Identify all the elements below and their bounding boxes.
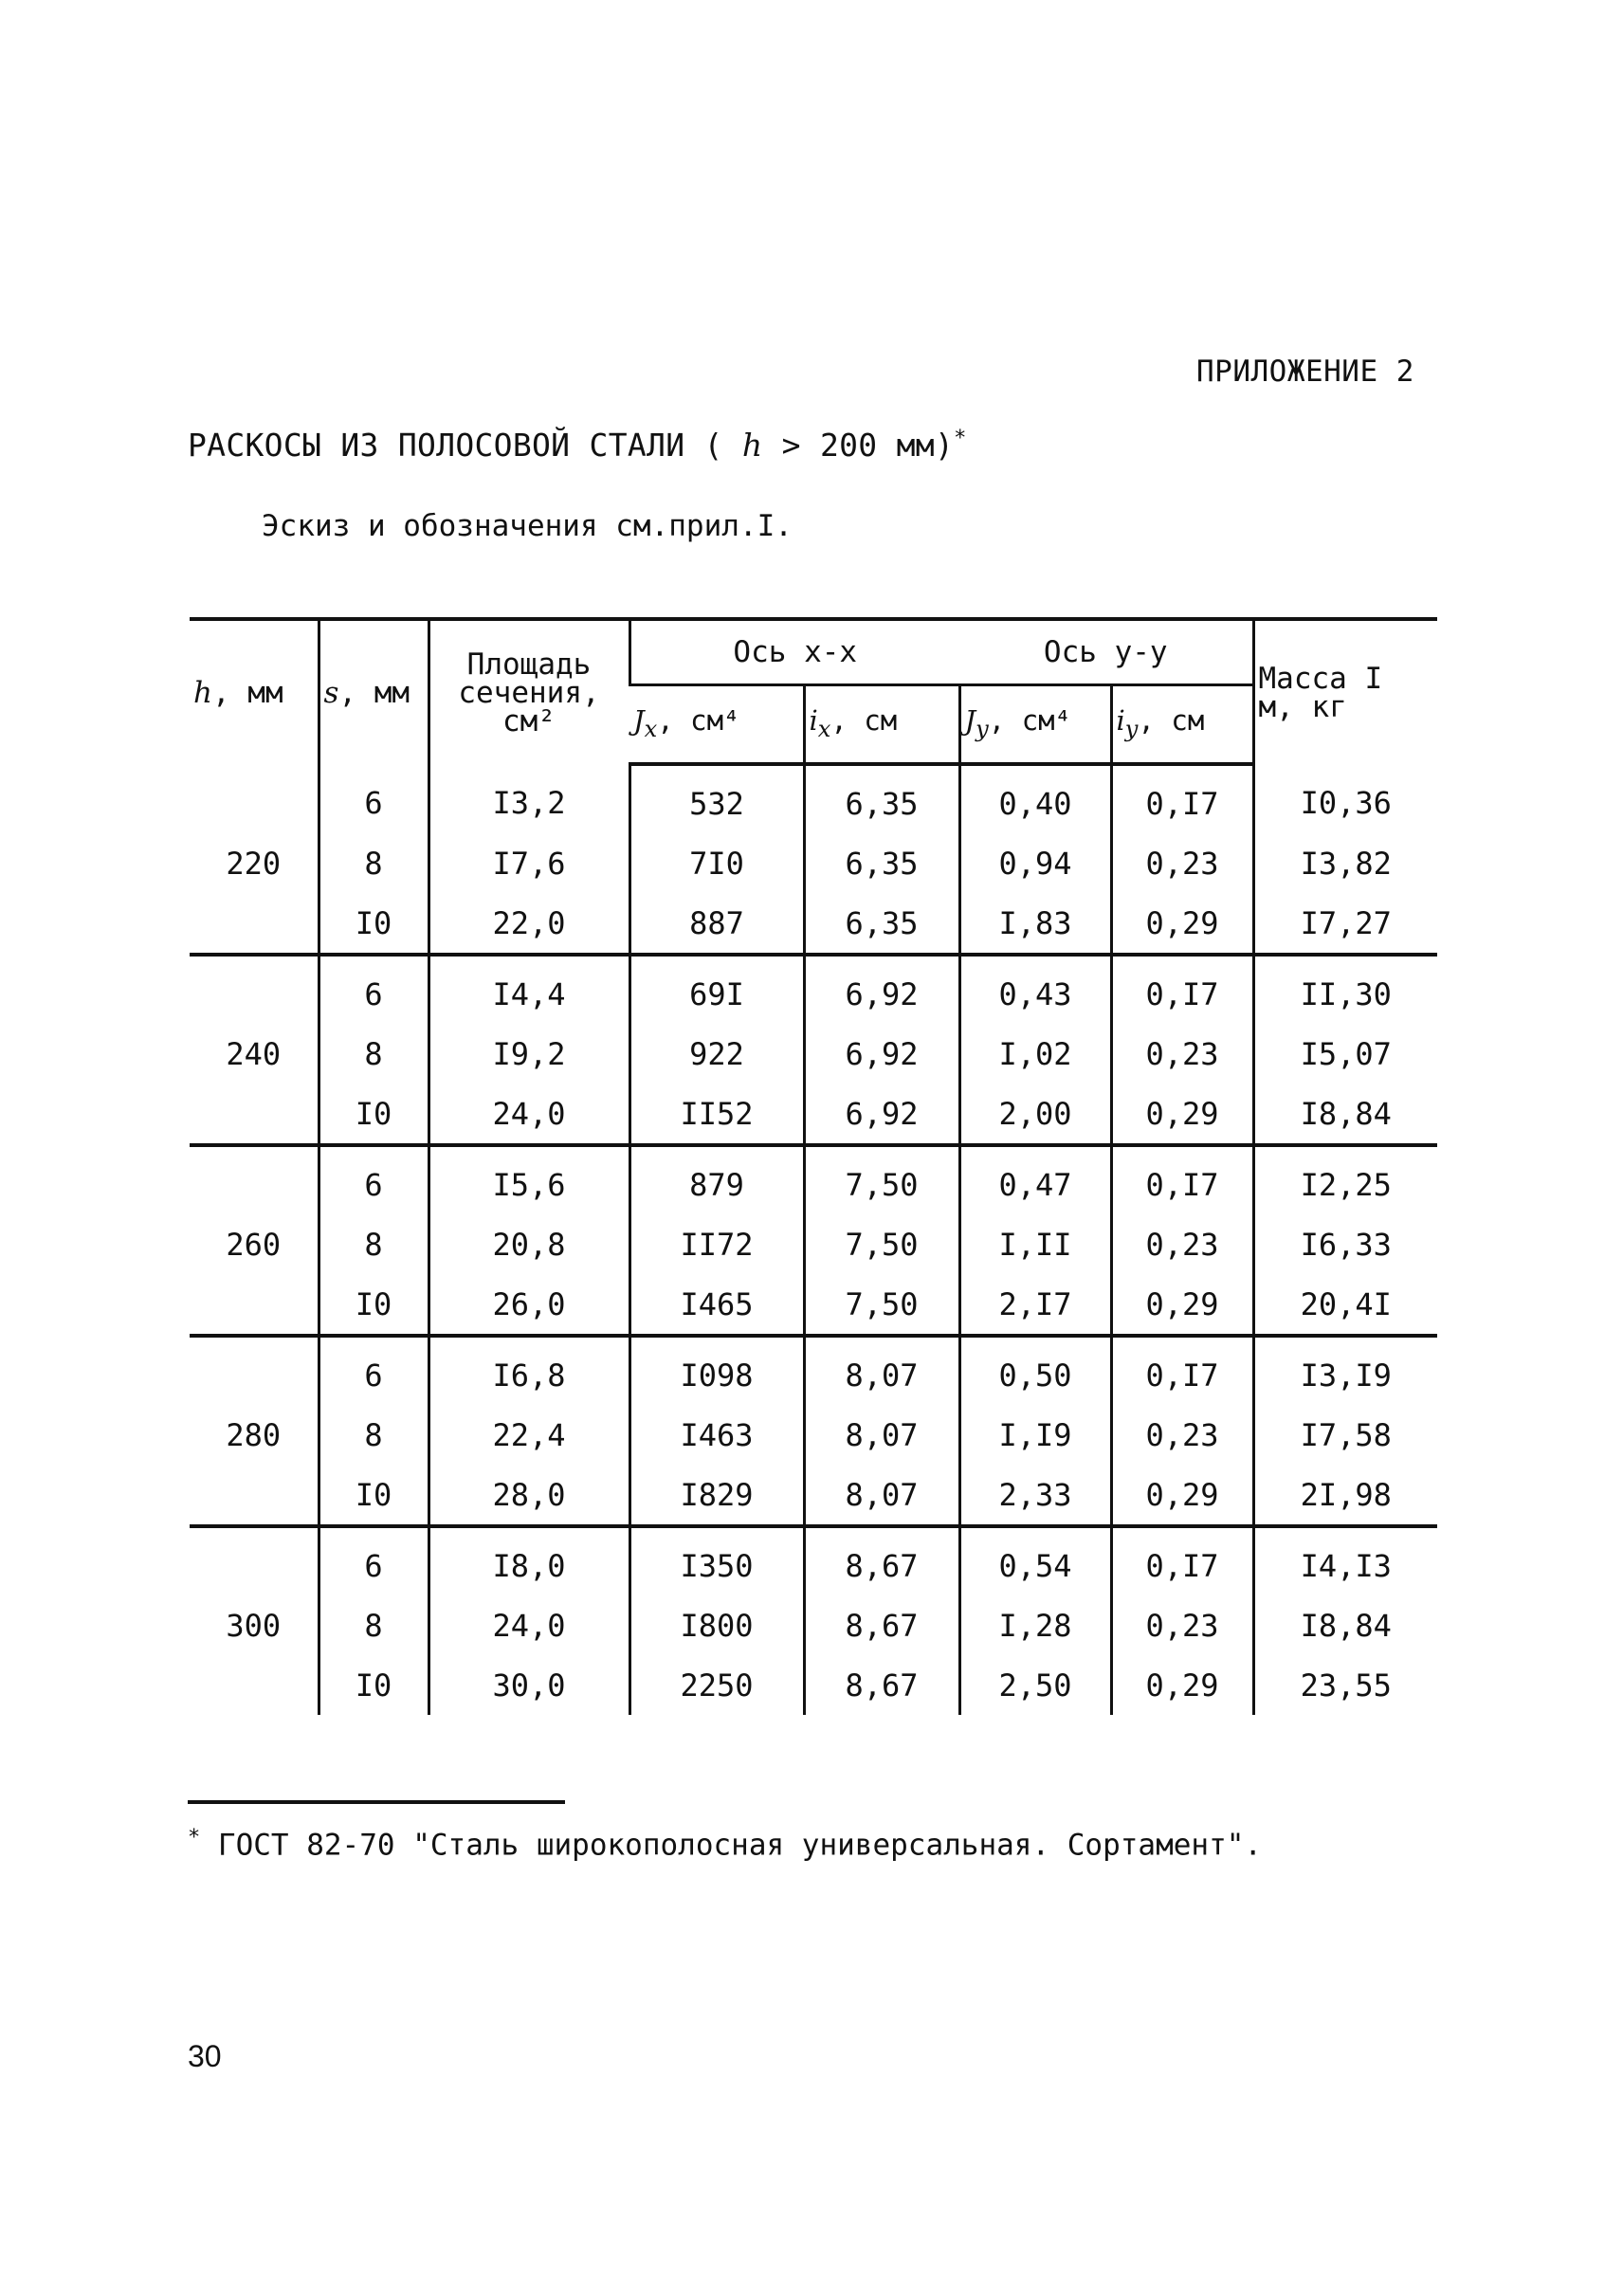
table-row: [190, 893, 1437, 955]
cell-mass: I4,I3: [1253, 1526, 1437, 1595]
cell-area: I5,6: [429, 1145, 629, 1214]
cell-ix: 6,92: [804, 955, 959, 1024]
cell-h: [190, 893, 319, 955]
header-iy-symbol: i: [1116, 703, 1125, 737]
cell-iy: 0,23: [1111, 1214, 1253, 1274]
cell-mass: 23,55: [1253, 1655, 1437, 1715]
cell-jy: 2,00: [959, 1084, 1111, 1145]
cell-s: 6: [319, 1336, 429, 1405]
cell-mass: I8,84: [1253, 1595, 1437, 1655]
cell-h: 260: [226, 1226, 282, 1263]
cell-s: 8: [319, 1214, 429, 1274]
cell-jy: 0,47: [959, 1145, 1111, 1214]
cell-area: I9,2: [429, 1024, 629, 1084]
cell-jy: 0,94: [959, 833, 1111, 893]
cell-s: 6: [319, 1145, 429, 1214]
data-table: [190, 617, 1437, 1715]
cell-area: 24,0: [429, 1084, 629, 1145]
cell-jy: 0,50: [959, 1336, 1111, 1405]
header-jy: [959, 685, 1111, 765]
header-jx-unit: , см⁴: [657, 703, 740, 737]
cell-s: 8: [319, 1405, 429, 1465]
cell-ix: 8,07: [804, 1405, 959, 1465]
cell-jx: I350: [629, 1526, 804, 1595]
cell-mass: I2,25: [1253, 1145, 1437, 1214]
cell-jy: 2,I7: [959, 1274, 1111, 1336]
cell-iy: 0,29: [1111, 893, 1253, 955]
cell-jx: 7I0: [629, 833, 804, 893]
cell-jy: I,02: [959, 1024, 1111, 1084]
header-axis-y: Ось y-y: [959, 619, 1253, 685]
cell-jx: 2250: [629, 1655, 804, 1715]
header-jx-subscript: x: [644, 715, 658, 742]
cell-h: [190, 1336, 319, 1405]
cell-ix: 7,50: [804, 1145, 959, 1214]
cell-iy: 0,I7: [1111, 955, 1253, 1024]
cell-jy: 0,40: [959, 764, 1111, 833]
cell-mass: I3,82: [1253, 833, 1437, 893]
cell-area: 20,8: [429, 1214, 629, 1274]
cell-h: [190, 764, 319, 833]
header-ix-subscript: x: [817, 715, 831, 742]
cell-h: [190, 1655, 319, 1715]
cell-ix: 6,92: [804, 1024, 959, 1084]
cell-iy: 0,I7: [1111, 764, 1253, 833]
cell-jx: 879: [629, 1145, 804, 1214]
cell-ix: 6,92: [804, 1084, 959, 1145]
appendix-label: ПРИЛОЖЕНИЕ 2: [1196, 355, 1414, 389]
cell-area: I4,4: [429, 955, 629, 1024]
title-symbol: h: [741, 427, 763, 464]
cell-s: 6: [319, 955, 429, 1024]
header-h-unit: , мм: [211, 675, 283, 710]
cell-s: 8: [319, 1595, 429, 1655]
cell-h: [190, 955, 319, 1024]
cell-jx: 69I: [629, 955, 804, 1024]
header-jx: [629, 685, 804, 765]
cell-area: I3,2: [429, 764, 629, 833]
header-iy-unit: , см: [1138, 703, 1205, 737]
cell-area: 28,0: [429, 1465, 629, 1526]
cell-jy: 0,54: [959, 1526, 1111, 1595]
cell-area: 30,0: [429, 1655, 629, 1715]
cell-ix: 7,50: [804, 1274, 959, 1336]
cell-jy: 2,33: [959, 1465, 1111, 1526]
cell-area: I7,6: [429, 833, 629, 893]
table-row: [190, 1405, 1437, 1465]
header-h-symbol: h: [193, 675, 212, 710]
footnote-divider: [188, 1800, 565, 1804]
header-ix-unit: , см: [830, 703, 898, 737]
table-row: [190, 1024, 1437, 1084]
cell-s: I0: [319, 893, 429, 955]
cell-area: I8,0: [429, 1526, 629, 1595]
header-axis-x: Ось x-x: [629, 619, 959, 685]
table-row: [190, 1526, 1437, 1595]
document-title: [188, 427, 967, 464]
cell-s: I0: [319, 1274, 429, 1336]
title-text-after: > 200 мм): [762, 427, 955, 464]
cell-iy: 0,I7: [1111, 1526, 1253, 1595]
table-row: [190, 955, 1437, 1024]
cell-mass: 2I,98: [1253, 1465, 1437, 1526]
cell-ix: 8,07: [804, 1336, 959, 1405]
subtitle: Эскиз и обозначения см.прил.I.: [262, 509, 793, 543]
cell-jx: 532: [629, 764, 804, 833]
header-jy-unit: , см⁴: [988, 703, 1072, 737]
cell-mass: I7,27: [1253, 893, 1437, 955]
cell-iy: 0,23: [1111, 1595, 1253, 1655]
table-row: [190, 833, 1437, 893]
cell-jx: 922: [629, 1024, 804, 1084]
title-text-before: РАСКОСЫ ИЗ ПОЛОСОВОЙ СТАЛИ (: [188, 427, 742, 464]
cell-mass: I0,36: [1253, 764, 1437, 833]
cell-jy: 0,43: [959, 955, 1111, 1024]
cell-iy: 0,I7: [1111, 1145, 1253, 1214]
header-h: [190, 619, 319, 764]
cell-jx: I465: [629, 1274, 804, 1336]
cell-h: 300: [226, 1607, 282, 1644]
cell-s: 8: [319, 1024, 429, 1084]
table-row: [190, 1145, 1437, 1214]
cell-ix: 8,67: [804, 1526, 959, 1595]
title-footnote-mark: *: [954, 427, 967, 450]
cell-s: 8: [319, 833, 429, 893]
header-s-unit: , мм: [338, 675, 410, 710]
cell-ix: 7,50: [804, 1214, 959, 1274]
cell-iy: 0,23: [1111, 833, 1253, 893]
cell-h: 280: [226, 1416, 282, 1453]
cell-h: [190, 1084, 319, 1145]
cell-s: I0: [319, 1465, 429, 1526]
cell-jy: I,I9: [959, 1405, 1111, 1465]
cell-iy: 0,23: [1111, 1405, 1253, 1465]
header-area: Площадь сечения, см²: [429, 619, 629, 764]
cell-iy: 0,29: [1111, 1084, 1253, 1145]
header-iy: [1111, 685, 1253, 765]
table-row: [190, 1274, 1437, 1336]
cell-jy: I,28: [959, 1595, 1111, 1655]
cell-area: 24,0: [429, 1595, 629, 1655]
header-s-symbol: s: [323, 675, 339, 710]
table-row: [190, 1465, 1437, 1526]
cell-area: 22,4: [429, 1405, 629, 1465]
header-jx-symbol: J: [633, 703, 645, 737]
cell-s: I0: [319, 1084, 429, 1145]
cell-iy: 0,29: [1111, 1655, 1253, 1715]
cell-s: 6: [319, 1526, 429, 1595]
cell-jy: I,II: [959, 1214, 1111, 1274]
cell-s: I0: [319, 1655, 429, 1715]
header-s: [319, 619, 429, 764]
cell-ix: 8,07: [804, 1465, 959, 1526]
cell-jx: I800: [629, 1595, 804, 1655]
header-ix-symbol: i: [809, 703, 818, 737]
cell-jy: 2,50: [959, 1655, 1111, 1715]
header-jy-subscript: y: [976, 715, 989, 742]
table-row: [190, 1655, 1437, 1715]
cell-area: 26,0: [429, 1274, 629, 1336]
cell-ix: 6,35: [804, 893, 959, 955]
cell-mass: II,30: [1253, 955, 1437, 1024]
footnote-text: ГОСТ 82-70 "Сталь широкополосная универсальная. Сортамент".: [200, 1828, 1263, 1863]
table-row: [190, 1084, 1437, 1145]
footnote-mark: *: [188, 1826, 201, 1850]
cell-ix: 8,67: [804, 1655, 959, 1715]
cell-h: [190, 1145, 319, 1214]
header-mass: Масса I м, кг: [1253, 619, 1437, 764]
cell-mass: 20,4I: [1253, 1274, 1437, 1336]
cell-mass: I8,84: [1253, 1084, 1437, 1145]
cell-h: [190, 1526, 319, 1595]
cell-jx: I463: [629, 1405, 804, 1465]
table-row: [190, 1595, 1437, 1655]
cell-h: [190, 1274, 319, 1336]
cell-jx: I098: [629, 1336, 804, 1405]
table-row: [190, 1336, 1437, 1405]
cell-jy: I,83: [959, 893, 1111, 955]
cell-area: I6,8: [429, 1336, 629, 1405]
cell-iy: 0,29: [1111, 1274, 1253, 1336]
header-jy-symbol: J: [964, 703, 976, 737]
header-iy-subscript: y: [1124, 715, 1139, 742]
cell-ix: 8,67: [804, 1595, 959, 1655]
table-row: [190, 1214, 1437, 1274]
cell-mass: I6,33: [1253, 1214, 1437, 1274]
cell-iy: 0,29: [1111, 1465, 1253, 1526]
header-ix: [804, 685, 959, 765]
cell-ix: 6,35: [804, 833, 959, 893]
table-body: [190, 764, 1437, 1715]
table-row: [190, 764, 1437, 833]
cell-s: 6: [319, 764, 429, 833]
cell-mass: I3,I9: [1253, 1336, 1437, 1405]
cell-area: 22,0: [429, 893, 629, 955]
table-header: [190, 619, 1437, 764]
data-table-container: [190, 617, 1437, 1715]
cell-jx: II72: [629, 1214, 804, 1274]
cell-ix: 6,35: [804, 764, 959, 833]
cell-h: [190, 1465, 319, 1526]
cell-jx: 887: [629, 893, 804, 955]
cell-jx: I829: [629, 1465, 804, 1526]
cell-jx: II52: [629, 1084, 804, 1145]
cell-h: 220: [226, 845, 282, 882]
cell-iy: 0,23: [1111, 1024, 1253, 1084]
cell-iy: 0,I7: [1111, 1336, 1253, 1405]
cell-mass: I5,07: [1253, 1024, 1437, 1084]
cell-mass: I7,58: [1253, 1405, 1437, 1465]
cell-h: 240: [226, 1035, 282, 1072]
page-number: 30: [188, 2039, 222, 2073]
footnote: [188, 1826, 1262, 1862]
